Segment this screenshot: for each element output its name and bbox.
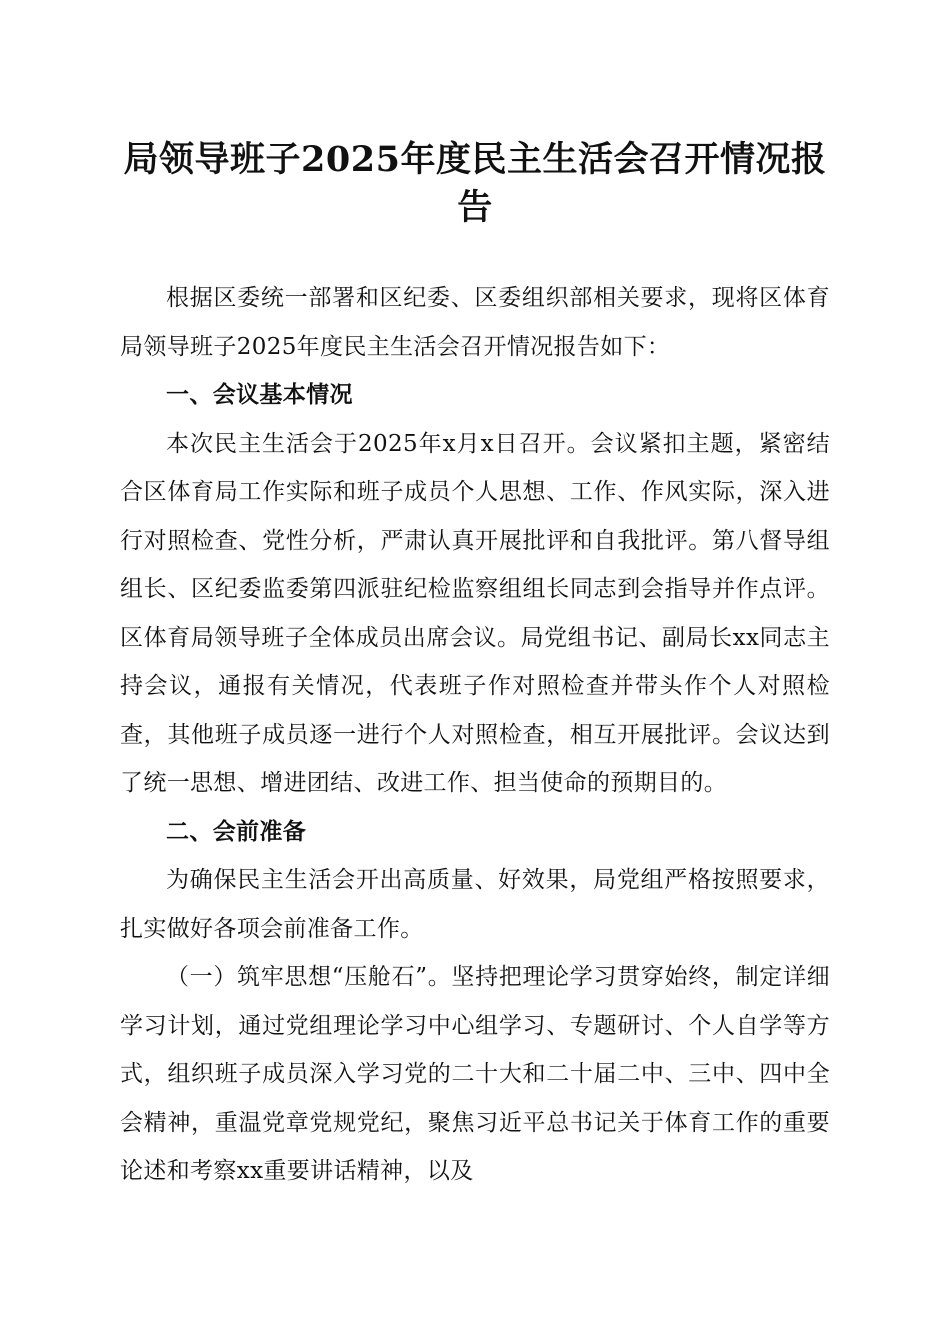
section-paragraph-2: 为确保民主生活会开出高质量、好效果，局党组严格按照要求，扎实做好各项会前准备工作。 <box>120 867 830 942</box>
document-body <box>120 274 830 1196</box>
subsection-text: 坚持把理论学习贯穿始终，制定详细学习计划，通过党组理论学习中心组学习、专题研讨、个人自学等方式，组织班子成员深入学习党的二十大和二十届二中、三中、四中全会精神，重温党章党规党纪，聚焦习近平总书记关于体育工作的重要论述和考察xx重要讲话精神，以及 <box>120 964 830 1184</box>
subsection-lead: （一）筑牢思想“压舱石”。 <box>166 964 452 990</box>
section-heading-2: 二、会前准备 <box>166 818 307 845</box>
section-heading-1: 一、会议基本情况 <box>166 382 353 408</box>
intro-paragraph: 根据区委统一部署和区纪委、区委组织部相关要求，现将区体育局领导班子2025年度民主生活会召开情况报告如下： <box>120 285 830 360</box>
section-paragraph-1: 本次民主生活会于2025年x月x日召开。会议紧扣主题，紧密结合区体育局工作实际和班子成员个人思想、工作、作风实际，深入进行对照检查、党性分析，严肃认真开展批评和自我批评。第八督导组组长、区纪委监委第四派驻纪检监察组组长同志到会指导并作点评。区体育局领导班子全体成员出席会议。局党组书记、副局长xx同志主持会议，通报有关情况，代表班子作对照检查并带头作个人对照检查，其他班子成员逐一进行个人对照检查，相互开展批评。会议达到了统一思想、增进团结、改进工作、担当使命的预期目的。 <box>120 430 830 796</box>
document-title: 局领导班子2025年度民主生活会召开情况报告 <box>123 139 827 228</box>
subsection-paragraph <box>120 953 830 1196</box>
